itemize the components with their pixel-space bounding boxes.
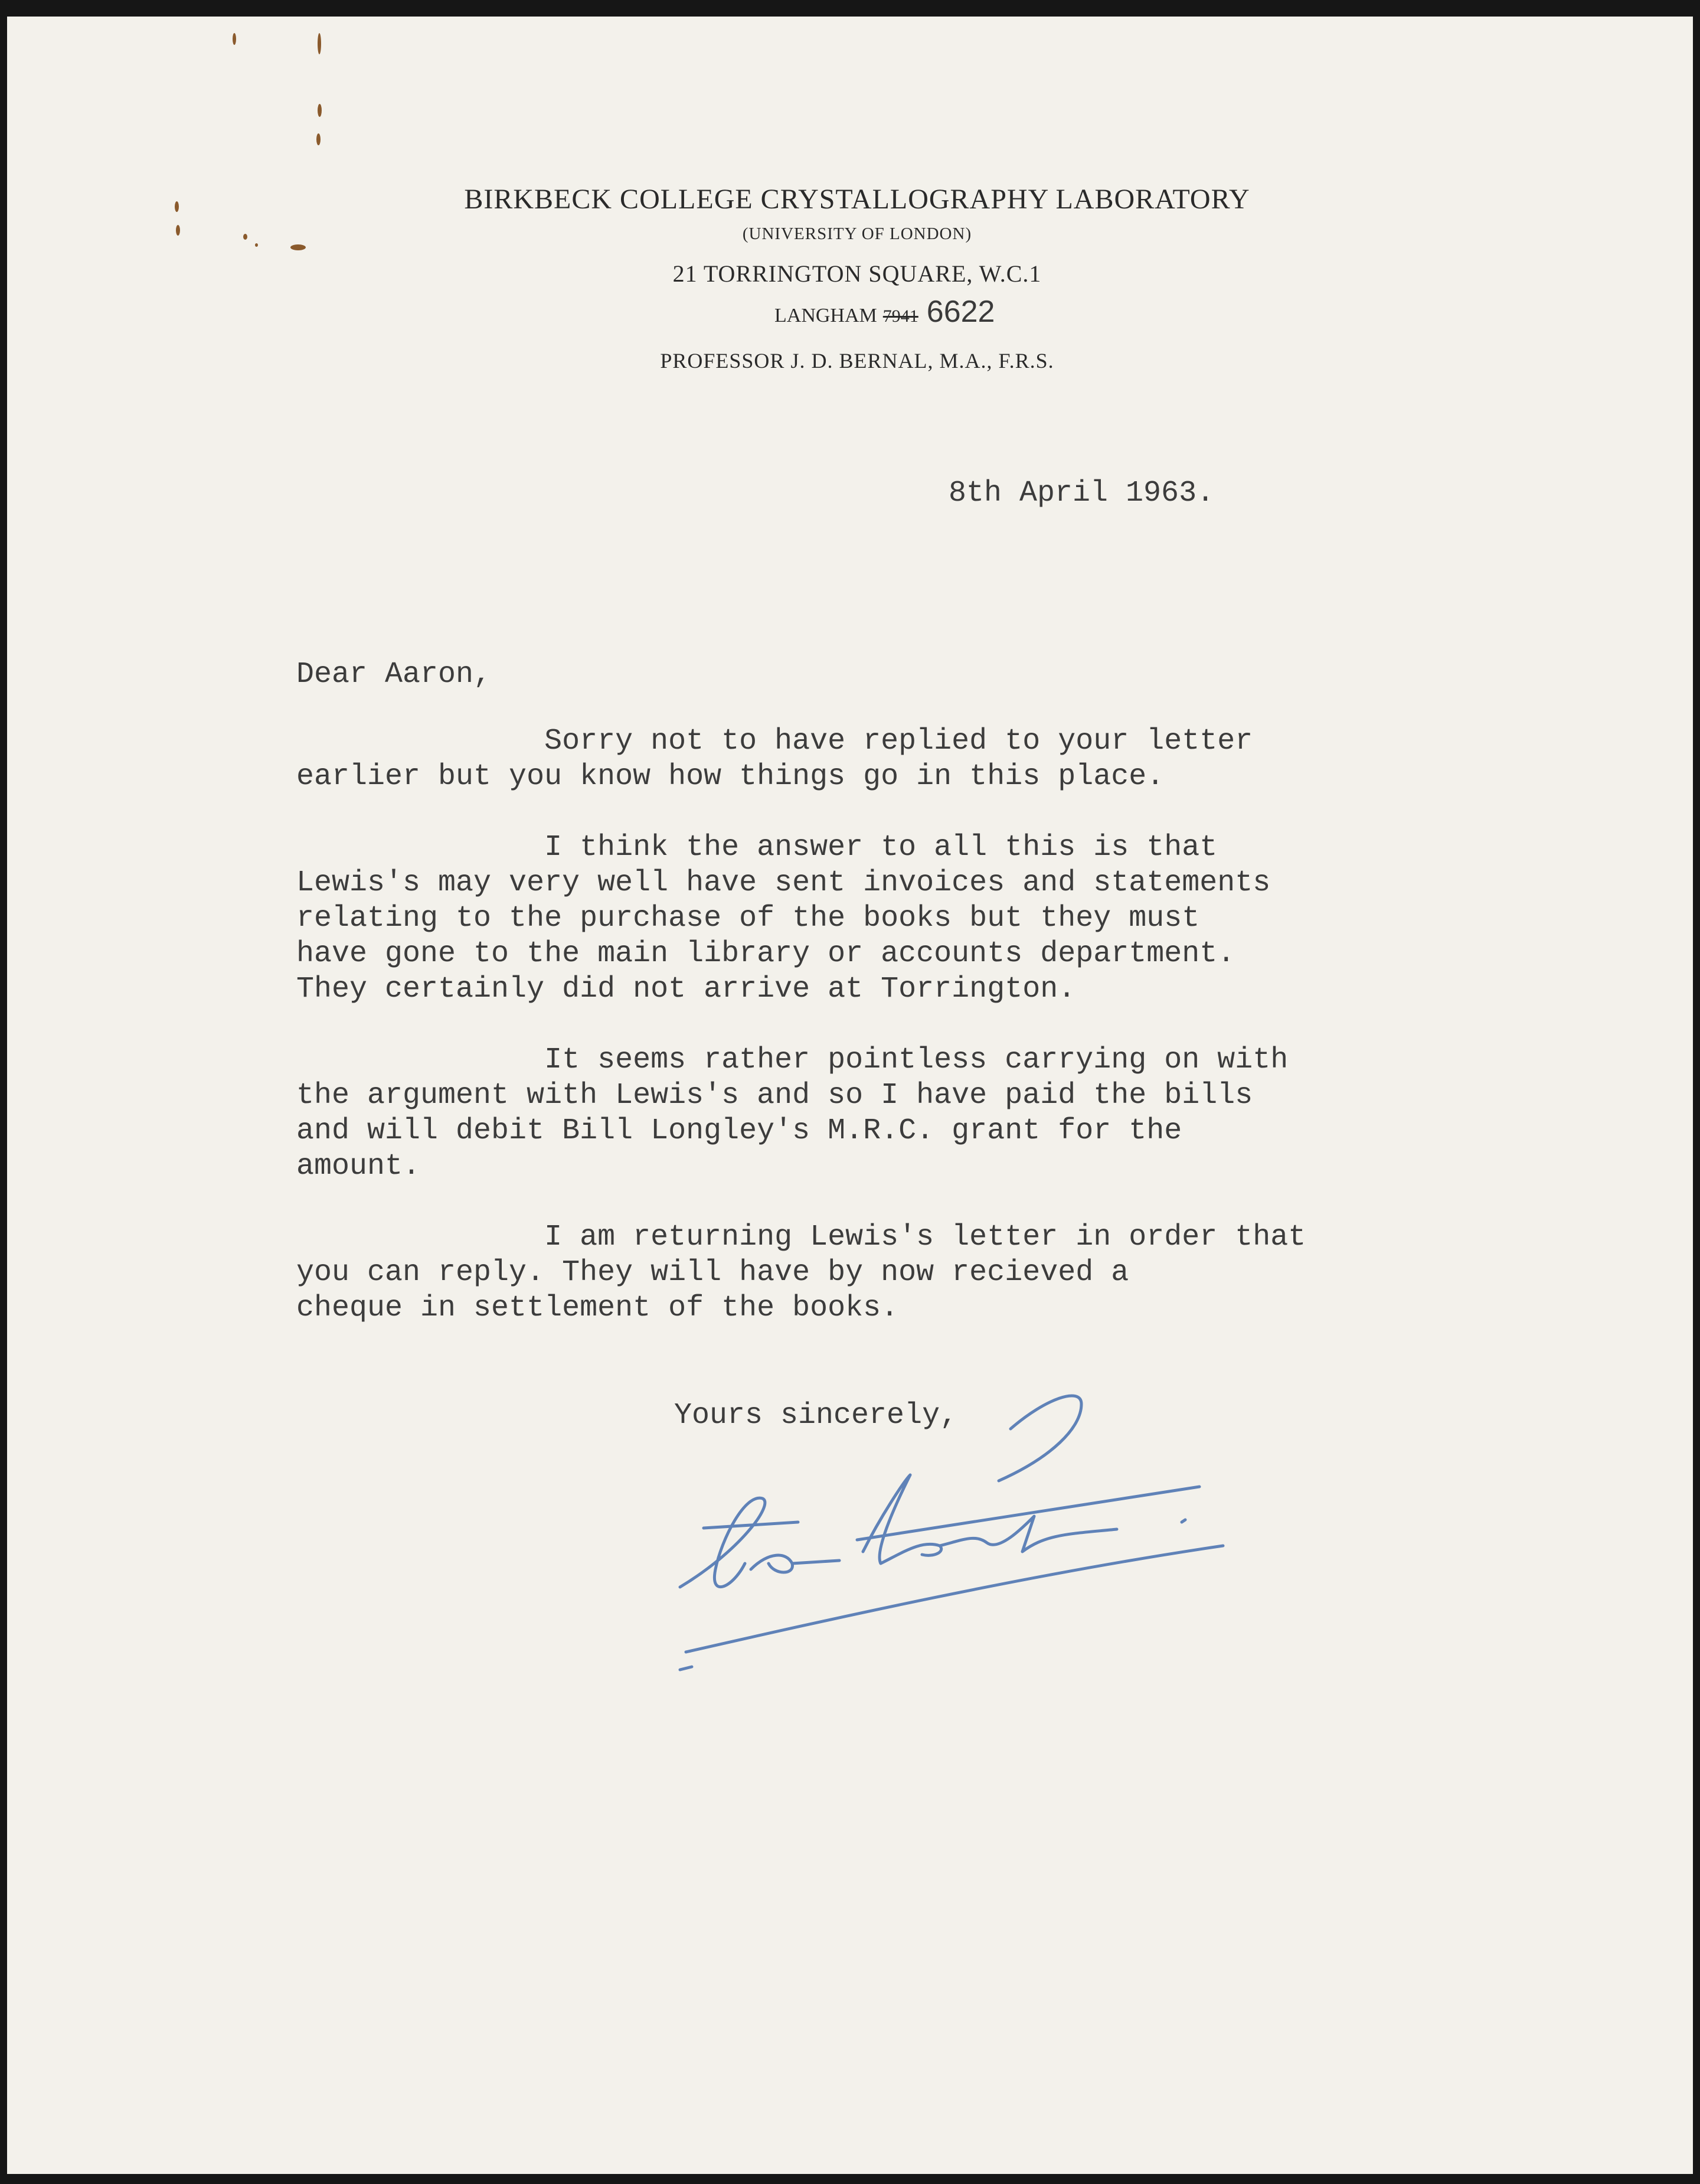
address: 21 TORRINGTON SQUARE, W.C.1 — [672, 260, 1042, 287]
paragraph-1: Sorry not to have replied to your letter earlier but you know how things go in this place. — [296, 724, 1253, 794]
paragraph-3: It seems rather pointless carrying on with the argument with Lewis's and so I have paid the bills and will debit Bill Longley's M.R.C. grant for the amount. — [296, 1043, 1289, 1183]
phone-exchange: LANGHAM — [774, 305, 877, 327]
institution-name: BIRKBECK COLLEGE CRYSTALLOGRAPHY LABORATORY — [464, 184, 1250, 215]
professor-name: PROFESSOR J. D. BERNAL, M.A., F.R.S. — [660, 349, 1054, 373]
phone-number — [774, 294, 995, 329]
salutation: Dear Aaron, — [296, 658, 492, 691]
handwritten-signature — [668, 1375, 1270, 1705]
phone-old-number: 7941 — [882, 306, 918, 326]
paragraph-4: I am returning Lewis's letter in order that you can reply. They will have by now recieved a cheque in settlement of the books. — [296, 1220, 1306, 1325]
letter-page — [7, 17, 1693, 2174]
paragraph-2: I think the answer to all this is that Lewis's may very well have sent invoices and statements relating to the purchase of the books but they must have gone to the main library or accounts department. They certainly did not arrive at Torrington. — [296, 831, 1271, 1006]
university-name: (UNIVERSITY OF LONDON) — [742, 224, 972, 243]
letter-date: 8th April 1963. — [949, 476, 1215, 510]
phone-new-number: 6622 — [926, 295, 995, 329]
closing: Yours sincerely, — [674, 1399, 958, 1432]
